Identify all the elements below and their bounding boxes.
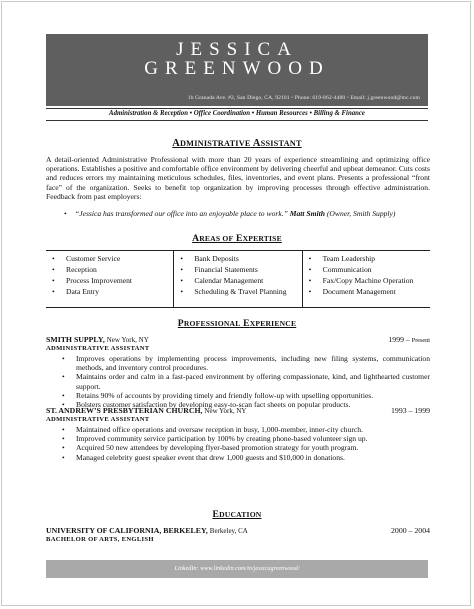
resume-header	[46, 34, 428, 106]
list-item: • Improves operations by implementing process improvements, including new filing systems, communication methods, and inventory control procedures.	[62, 354, 430, 372]
company-location: New York, NY	[204, 407, 247, 415]
list-item: • Maintains order and calm in a fast-paced environment by offering compassionate, kind, and lighthearted customer support.	[62, 372, 430, 390]
school-name: UNIVERSITY OF CALIFORNIA, BERKELEY,	[46, 526, 208, 535]
school-location: Berkeley, CA	[209, 527, 248, 535]
expertise-heading: AREAS OF EXPERTISE	[192, 233, 282, 244]
linkedin-link[interactable]: LinkedIn: www.linkedin.com/in/jessicagreenwood/	[174, 565, 300, 572]
separator: •	[346, 95, 351, 101]
expertise-item: • Fax/Copy Machine Operation	[307, 275, 430, 286]
education-heading: EDUCATION	[212, 509, 262, 520]
degree: BACHELOR OF ARTS, ENGLISH	[46, 536, 154, 543]
job-header	[46, 335, 430, 344]
testimonial-quote	[64, 209, 430, 218]
job-header	[46, 406, 430, 415]
expertise-item: • Calendar Management	[178, 275, 301, 286]
list-item: • Improved community service participation by 100% by creating phone-based volunteer sign up.	[62, 434, 430, 443]
separator: •	[291, 95, 295, 101]
expertise-item: • Bank Deposits	[178, 253, 301, 264]
education-header	[46, 526, 430, 535]
quote-author: Matt Smith	[289, 209, 325, 218]
contact-line	[188, 95, 420, 101]
specialties-line: Administration & Reception • Office Coordination • Human Resources • Billing & Finance	[109, 110, 365, 117]
divider-top	[46, 108, 428, 109]
expertise-item: • Financial Statements	[178, 264, 301, 275]
expertise-item: • Data Entry	[50, 286, 173, 297]
last-name: GREENWOOD	[144, 58, 330, 79]
experience-heading: PROFESSIONAL EXPERIENCE	[177, 318, 297, 329]
list-item: • Maintained office operations and oversaw reception in busy, 1,000-member, inner-city church.	[62, 425, 430, 434]
expertise-item: • Customer Service	[50, 253, 173, 264]
address: 1b Granada Ave. #2, San Diego, CA, 92101	[187, 95, 290, 101]
expertise-table	[46, 250, 430, 308]
expertise-item: • Reception	[50, 264, 173, 275]
expertise-item: • Communication	[307, 264, 430, 275]
job-role: ADMINISTRATIVE ASSISTANT	[46, 416, 150, 423]
list-item: • Acquired 50 new attendees by developing flyer-based promotion strategy for youth program.	[62, 443, 430, 452]
expertise-item: • Scheduling & Travel Planning	[178, 286, 301, 297]
company-name: ST. ANDREW’S PRESBYTERIAN CHURCH,	[46, 406, 203, 415]
phone: Phone: 619-862-4480	[294, 95, 346, 101]
expertise-item: • Process Improvement	[50, 275, 173, 286]
expertise-item: • Document Management	[307, 286, 430, 297]
expertise-column-3	[302, 251, 430, 307]
job-bullets	[62, 354, 430, 409]
job-role: ADMINISTRATIVE ASSISTANT	[46, 345, 150, 352]
company-location: New York, NY	[106, 336, 149, 344]
job-bullets	[62, 425, 430, 462]
expertise-item: • Team Leadership	[307, 253, 430, 264]
list-item: • Managed celebrity guest speaker event that drew 1,000 guests and $10,000 in donations.	[62, 453, 430, 462]
list-item: • Retains 90% of accounts by providing timely and friendly follow-up with upselling opportunities.	[62, 391, 430, 400]
email: Email: j.greenwood@mc.com	[350, 95, 420, 101]
education-years: 2000 – 2004	[391, 526, 430, 535]
list-item: • Bolsters customer satisfaction by developing easy-to-scan fact sheets on popular products.	[62, 400, 430, 409]
linkedin-footer	[46, 560, 428, 578]
quote-source: (Owner, Smith Supply)	[326, 209, 396, 218]
divider-bottom	[46, 120, 428, 121]
expertise-column-2	[173, 251, 301, 307]
job-dates: 1999 – Present	[388, 335, 430, 344]
first-name: JESSICA	[176, 39, 298, 60]
job-title-heading: ADMINISTRATIVE ASSISTANT	[172, 138, 302, 149]
job-dates: 1993 – 1999	[391, 406, 430, 415]
quote-text: “Jessica has transformed our office into an enjoyable place to work.”	[75, 209, 288, 218]
company-name: SMITH SUPPLY,	[46, 335, 105, 344]
expertise-column-1	[46, 251, 173, 307]
summary-paragraph: A detail-oriented Administrative Professional with more than 20 years of experience streamlining and optimizing office operations. Establishes a positive and comfortable office environment by delivering cheerful and upbeat demeanor. Cuts costs and reduces errors my maintaining meticulous schedules, files, inventories, and event plans. Presents a professional “front face” of the organization. Seeks to benefit top organization by improving processes through effective administration. Feedback from past employers:	[46, 155, 430, 201]
bullet-icon: •	[64, 209, 67, 218]
